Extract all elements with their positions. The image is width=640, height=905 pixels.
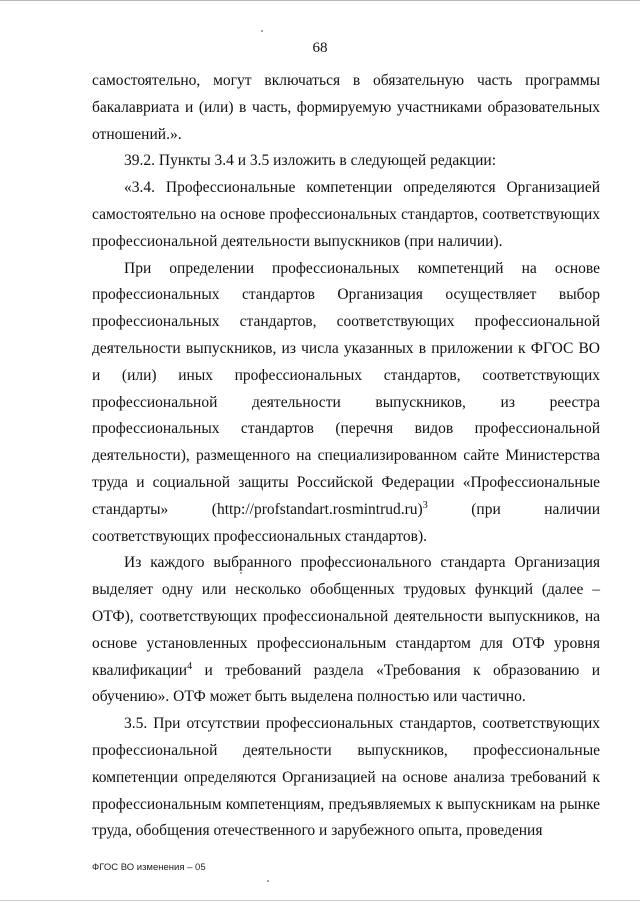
- scan-edge-top: [0, 0, 640, 1]
- scan-edge-bottom: [0, 900, 640, 901]
- scan-speck: [267, 880, 269, 882]
- paragraph-text: и требований раздела «Требования к образованию и обучению». ОТФ может быть выделена полностью или частично.: [92, 661, 600, 706]
- paragraph-continuation: самостоятельно, могут включаться в обязательную часть программы бакалавриата и (или) в часть, формируемую участниками образовательных отношений.».: [92, 72, 600, 143]
- footnote-marker: 3: [422, 499, 428, 511]
- scan-speck: [240, 572, 242, 574]
- paragraph-clause-39-2: 39.2. Пункты 3.4 и 3.5 изложить в следующей редакции:: [124, 152, 497, 170]
- paragraph-selection-rules: [92, 256, 600, 551]
- document-body: [92, 68, 600, 845]
- paragraph-text: Из каждого выбранного профессионального стандарта Организация выделяет одну или несколько обобщенных трудовых функций (далее – ОТФ), соответствующих профессиональной деятельности выпускников, на основе установленных профессиональным стандартом для ОТФ уровня квалификации: [92, 554, 600, 679]
- paragraph-text: (при наличии соответствующих профессиональных стандартов).: [92, 500, 600, 545]
- paragraph-text: При определении профессиональных компетенций на основе профессиональных стандартов Организация осуществляет выбор профессиональных стандартов, соответствующих профессиональной деятельности выпускников, из числа указанных в приложении к ФГОС ВО и (или) иных профессиональных стандартов, соответствующих профессиональной деятельности выпускников, из реестра профессиональных стандартов (перечня видов профессиональной деятельности), размещенного на специализированном сайте Министерства труда и социальной защиты Российской Федерации «Профессиональные стандарты» (http://profstandart.rosmintrud.ru): [92, 259, 600, 518]
- footer-document-code: ФГОС ВО изменения – 05: [92, 862, 206, 873]
- paragraph-clause-3-5: 3.5. При отсутствии профессиональных стандартов, соответствующих профессиональной деятельности выпускников, профессиональные компетенции определяются Организацией на основе анализа требований к профессиональным компетенциям, предъявляемых к выпускникам на рынке труда, обобщения отечественного и зарубежного опыта, проведения: [92, 715, 600, 840]
- footnote-marker: 4: [187, 660, 193, 672]
- paragraph-clause-3-4: «3.4. Профессиональные компетенции определяются Организацией самостоятельно на основе профессиональных стандартов, соответствующих профессиональной деятельности выпускников (при наличии).: [92, 179, 600, 250]
- page-number: 68: [312, 40, 328, 56]
- scan-speck: [261, 30, 263, 32]
- paragraph-otf-selection: [92, 550, 600, 711]
